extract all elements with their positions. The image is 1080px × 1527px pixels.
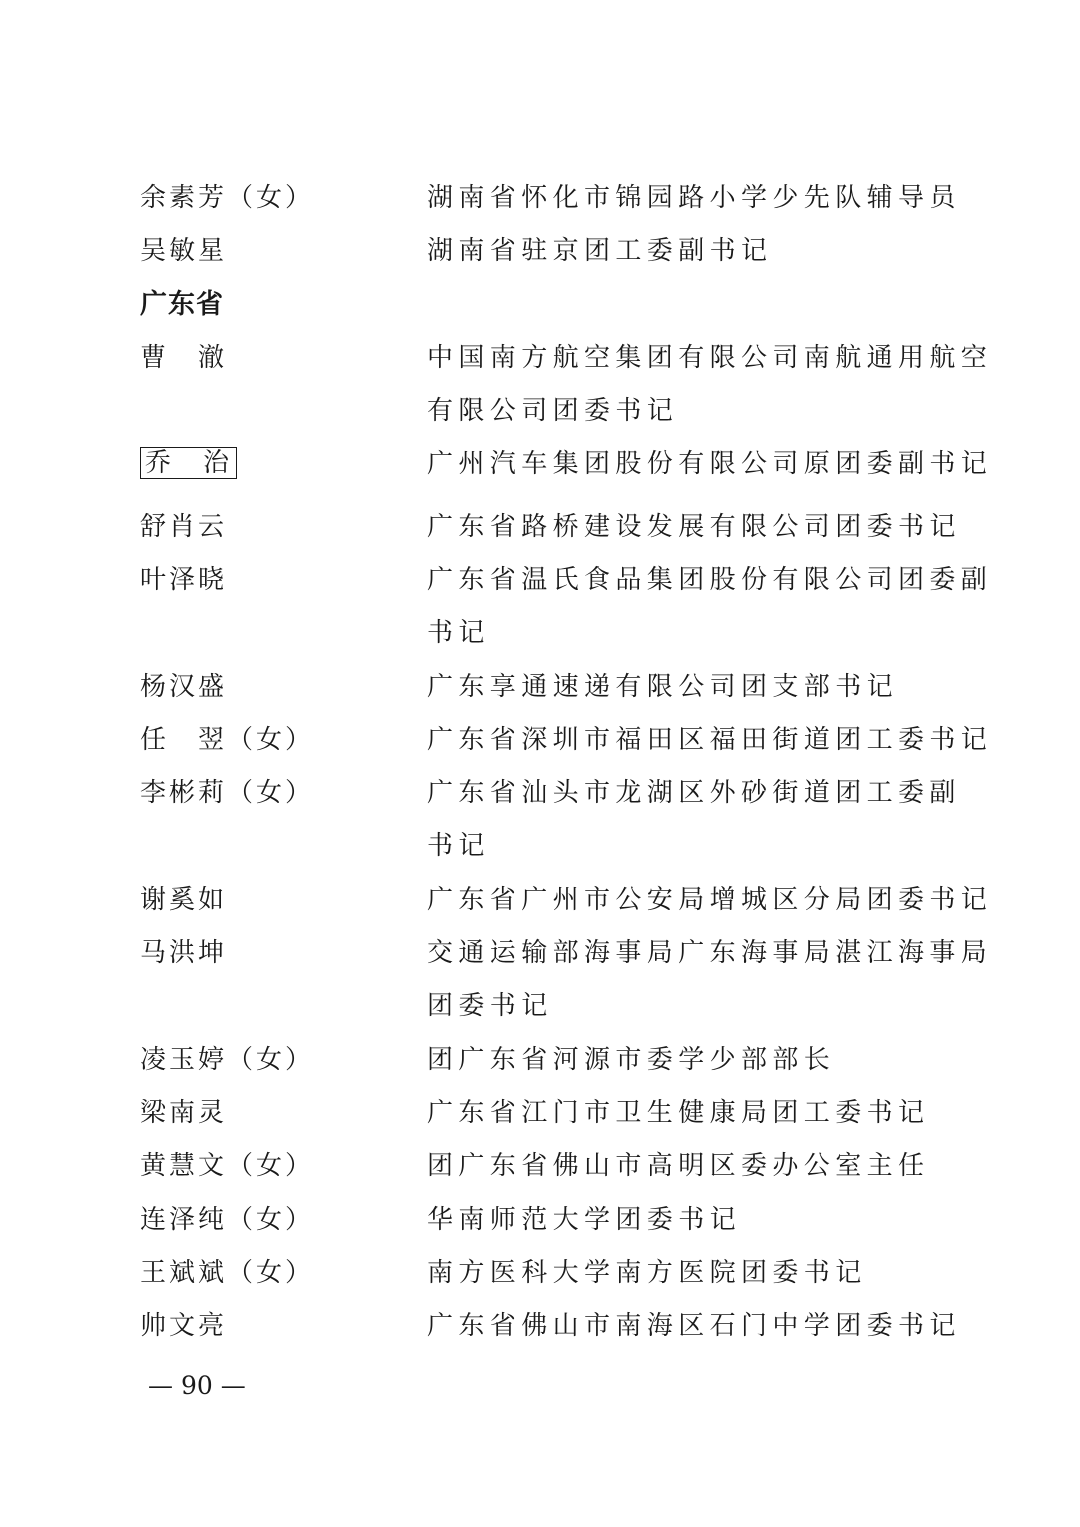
person-name: 吴敏星 (140, 236, 228, 266)
section-heading: 广东省 (140, 289, 224, 320)
person-name: 王斌斌（女） (140, 1258, 315, 1288)
person-title: 广州汽车集团股份有限公司原团委副书记 (427, 449, 993, 479)
list-item (140, 332, 993, 426)
person-title: 广东省深圳市福田区福田街道团工委书记 (427, 725, 993, 755)
person-title-continued: 团委书记 (427, 991, 553, 1021)
list-item (140, 172, 961, 225)
person-name: 连泽纯（女） (140, 1205, 315, 1235)
person-title: 华南师范大学团委书记 (427, 1205, 742, 1235)
person-name: 帅文亮 (140, 1311, 228, 1341)
person-name: 马洪坤 (140, 938, 228, 968)
person-title: 团广东省佛山市高明区委办公室主任 (427, 1151, 930, 1181)
person-title: 广东省佛山市南海区石门中学团委书记 (427, 1311, 961, 1341)
list-item (140, 767, 961, 861)
person-title: 团广东省河源市委学少部部长 (427, 1045, 836, 1075)
list-item (140, 1247, 950, 1300)
list-item (140, 554, 993, 648)
list-item (140, 1300, 961, 1353)
person-name: 叶泽晓 (140, 565, 228, 595)
person-title: 广东享通速递有限公司团支部书记 (427, 672, 899, 702)
list-item (140, 1140, 950, 1193)
person-name: 梁南灵 (140, 1098, 228, 1128)
person-title: 广东省温氏食品集团股份有限公司团委副 (427, 565, 993, 595)
person-title: 广东省路桥建设发展有限公司团委书记 (427, 512, 961, 542)
list-item (140, 1194, 950, 1247)
list-item (140, 661, 950, 714)
page-number: — 90 — (148, 1371, 246, 1400)
person-name: 谢奚如 (140, 885, 228, 915)
person-name: 曹 澈 (140, 343, 228, 373)
person-name: 杨汉盛 (140, 672, 228, 702)
person-title-continued: 书记 (427, 618, 490, 648)
list-item (140, 927, 993, 1021)
list-item (140, 874, 993, 927)
person-title: 广东省广州市公安局增城区分局团委书记 (427, 885, 993, 915)
person-name: 任 翌（女） (140, 725, 315, 755)
person-title: 南方医科大学南方医院团委书记 (427, 1258, 867, 1288)
person-title: 中国南方航空集团有限公司南航通用航空 (427, 343, 993, 373)
person-title-continued: 书记 (427, 831, 490, 861)
person-title-continued: 有限公司团委书记 (427, 396, 679, 426)
list-item (140, 1087, 950, 1140)
list-item (140, 714, 993, 767)
person-name: 凌玉婷（女） (140, 1045, 315, 1075)
person-title: 广东省江门市卫生健康局团工委书记 (427, 1098, 930, 1128)
person-name: 舒肖云 (140, 512, 228, 542)
person-name-boxed: 乔 治 (140, 447, 237, 479)
list-item (140, 501, 961, 554)
person-title: 湖南省怀化市锦园路小学少先队辅导员 (427, 183, 961, 213)
person-name: 余素芳（女） (140, 183, 315, 213)
list-item (140, 225, 950, 278)
person-title: 广东省汕头市龙湖区外砂街道团工委副 (427, 778, 961, 808)
person-name: 李彬莉（女） (140, 778, 315, 808)
list-item (140, 438, 993, 491)
person-title: 交通运输部海事局广东海事局湛江海事局 (427, 938, 993, 968)
person-name: 黄慧文（女） (140, 1151, 315, 1181)
list-item (140, 1034, 950, 1087)
person-title: 湖南省驻京团工委副书记 (427, 236, 773, 266)
